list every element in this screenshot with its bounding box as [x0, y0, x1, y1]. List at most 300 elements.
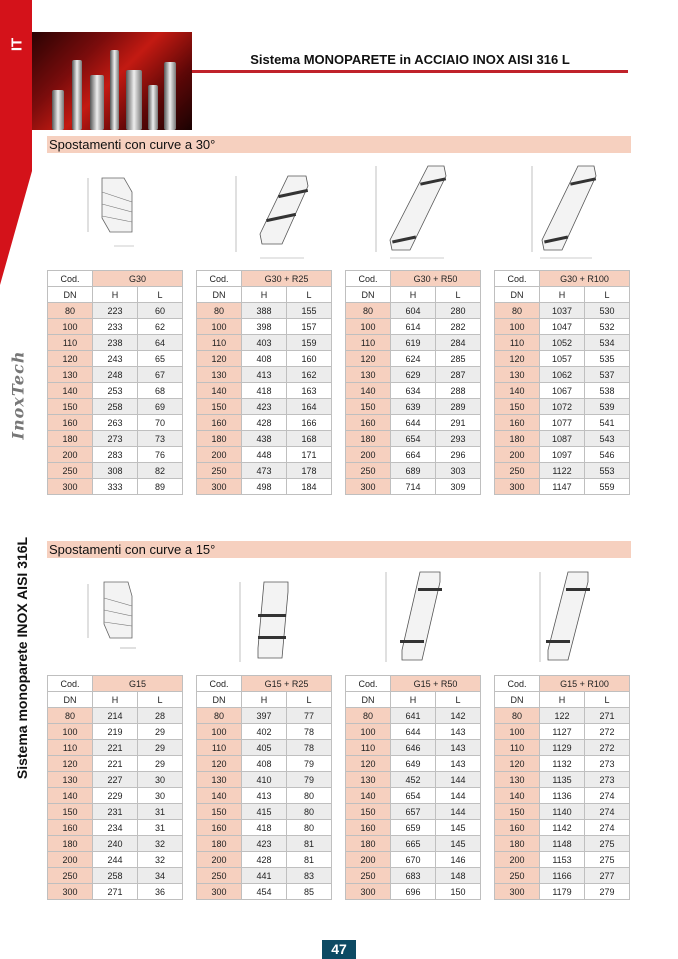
l-cell: 157: [287, 319, 332, 335]
dn-cell: 160: [197, 820, 242, 836]
table-row: [495, 431, 630, 447]
h-cell: 1037: [540, 303, 585, 319]
column-header: DN: [346, 287, 391, 303]
table-row: [495, 820, 630, 836]
dn-cell: 130: [495, 367, 540, 383]
l-cell: 164: [287, 399, 332, 415]
h-cell: 689: [391, 463, 436, 479]
h-cell: 273: [93, 431, 138, 447]
l-cell: 68: [138, 383, 183, 399]
dn-cell: 160: [197, 415, 242, 431]
table-row: [346, 804, 481, 820]
h-cell: 221: [93, 740, 138, 756]
l-cell: 309: [436, 479, 481, 495]
h-cell: 670: [391, 852, 436, 868]
dn-cell: 200: [346, 852, 391, 868]
dn-cell: 150: [48, 399, 93, 415]
table-header-row: [197, 271, 332, 287]
code-label: Cod.: [495, 676, 540, 692]
table-header-row: [48, 271, 183, 287]
table-header-row: [197, 676, 332, 692]
column-header-row: [48, 287, 183, 303]
section-title-30: Spostamenti con curve a 30°: [47, 136, 631, 153]
dn-cell: 300: [495, 479, 540, 495]
dn-cell: 110: [495, 740, 540, 756]
l-cell: 144: [436, 772, 481, 788]
h-cell: 402: [242, 724, 287, 740]
l-cell: 89: [138, 479, 183, 495]
h-cell: 1052: [540, 335, 585, 351]
h-cell: 415: [242, 804, 287, 820]
dn-cell: 80: [346, 303, 391, 319]
h-cell: 1067: [540, 383, 585, 399]
dn-cell: 110: [48, 740, 93, 756]
group-code: G30 + R25: [242, 271, 332, 287]
table-row: [346, 852, 481, 868]
h-cell: 258: [93, 399, 138, 415]
dn-cell: 80: [48, 708, 93, 724]
h-cell: 240: [93, 836, 138, 852]
h-cell: 1097: [540, 447, 585, 463]
h-cell: 428: [242, 852, 287, 868]
header-rule: [192, 70, 628, 73]
l-cell: 69: [138, 399, 183, 415]
l-cell: 155: [287, 303, 332, 319]
l-cell: 67: [138, 367, 183, 383]
l-cell: 280: [436, 303, 481, 319]
l-cell: 272: [585, 724, 630, 740]
dn-cell: 150: [346, 804, 391, 820]
dn-cell: 140: [495, 788, 540, 804]
l-cell: 77: [287, 708, 332, 724]
dn-cell: 300: [495, 884, 540, 900]
page-title: Sistema MONOPARETE in ACCIAIO INOX AISI 316 L: [250, 52, 570, 67]
l-cell: 275: [585, 852, 630, 868]
h-cell: 413: [242, 367, 287, 383]
table-row: [346, 772, 481, 788]
table-row: [197, 852, 332, 868]
group-code: G30 + R50: [391, 271, 481, 287]
l-cell: 64: [138, 335, 183, 351]
l-cell: 81: [287, 852, 332, 868]
diagram-g30-r25: [232, 172, 312, 262]
dimension-table: [47, 270, 183, 495]
h-cell: 641: [391, 708, 436, 724]
dn-cell: 120: [197, 756, 242, 772]
table-row: [197, 463, 332, 479]
table-header-row: [495, 676, 630, 692]
l-cell: 291: [436, 415, 481, 431]
table-row: [197, 399, 332, 415]
dn-cell: 250: [197, 463, 242, 479]
dn-cell: 120: [495, 351, 540, 367]
l-cell: 145: [436, 836, 481, 852]
dn-cell: 250: [48, 868, 93, 884]
h-cell: 1057: [540, 351, 585, 367]
table-row: [197, 740, 332, 756]
l-cell: 76: [138, 447, 183, 463]
l-cell: 145: [436, 820, 481, 836]
dn-cell: 160: [48, 820, 93, 836]
h-cell: 454: [242, 884, 287, 900]
table-row: [197, 708, 332, 724]
table-row: [197, 479, 332, 495]
l-cell: 538: [585, 383, 630, 399]
dn-cell: 250: [495, 868, 540, 884]
l-cell: 65: [138, 351, 183, 367]
l-cell: 171: [287, 447, 332, 463]
table-row: [48, 415, 183, 431]
dn-cell: 80: [197, 708, 242, 724]
table-row: [495, 383, 630, 399]
column-header: H: [391, 287, 436, 303]
dn-cell: 180: [48, 836, 93, 852]
l-cell: 274: [585, 788, 630, 804]
l-cell: 274: [585, 804, 630, 820]
h-cell: 1135: [540, 772, 585, 788]
table-row: [48, 788, 183, 804]
l-cell: 535: [585, 351, 630, 367]
dn-cell: 150: [48, 804, 93, 820]
l-cell: 279: [585, 884, 630, 900]
table-row: [346, 415, 481, 431]
group-code: G30: [93, 271, 183, 287]
dn-cell: 180: [346, 836, 391, 852]
table-row: [48, 463, 183, 479]
table-row: [197, 447, 332, 463]
dimension-table: [345, 675, 481, 900]
l-cell: 79: [287, 756, 332, 772]
table-row: [197, 868, 332, 884]
table-row: [495, 447, 630, 463]
table-row: [197, 724, 332, 740]
table-row: [197, 756, 332, 772]
h-cell: 271: [93, 884, 138, 900]
l-cell: 85: [287, 884, 332, 900]
h-cell: 408: [242, 756, 287, 772]
h-cell: 1132: [540, 756, 585, 772]
h-cell: 423: [242, 836, 287, 852]
table-row: [495, 399, 630, 415]
h-cell: 388: [242, 303, 287, 319]
dn-cell: 130: [48, 772, 93, 788]
table-row: [48, 303, 183, 319]
l-cell: 143: [436, 724, 481, 740]
diagram-g15: [84, 578, 154, 658]
h-cell: 398: [242, 319, 287, 335]
table-row: [495, 756, 630, 772]
l-cell: 530: [585, 303, 630, 319]
table-row: [48, 319, 183, 335]
table-row: [197, 788, 332, 804]
group-code: G15: [93, 676, 183, 692]
dn-cell: 180: [197, 836, 242, 852]
column-header-row: [495, 287, 630, 303]
h-cell: 639: [391, 399, 436, 415]
column-header: L: [585, 287, 630, 303]
h-cell: 221: [93, 756, 138, 772]
l-cell: 82: [138, 463, 183, 479]
table-row: [495, 335, 630, 351]
dn-cell: 200: [495, 447, 540, 463]
table-row: [346, 836, 481, 852]
l-cell: 178: [287, 463, 332, 479]
l-cell: 537: [585, 367, 630, 383]
language-code: IT: [8, 37, 26, 52]
h-cell: 441: [242, 868, 287, 884]
dn-cell: 100: [197, 319, 242, 335]
h-cell: 243: [93, 351, 138, 367]
h-cell: 1148: [540, 836, 585, 852]
table-row: [197, 820, 332, 836]
l-cell: 163: [287, 383, 332, 399]
table-row: [346, 319, 481, 335]
diagram-g15-r25: [236, 578, 306, 668]
column-header: H: [540, 692, 585, 708]
h-cell: 227: [93, 772, 138, 788]
l-cell: 559: [585, 479, 630, 495]
table-row: [346, 788, 481, 804]
column-header: L: [436, 692, 481, 708]
l-cell: 30: [138, 788, 183, 804]
dn-cell: 120: [48, 351, 93, 367]
table-row: [48, 431, 183, 447]
table-row: [48, 772, 183, 788]
table-row: [495, 303, 630, 319]
l-cell: 159: [287, 335, 332, 351]
h-cell: 1136: [540, 788, 585, 804]
dn-cell: 140: [495, 383, 540, 399]
l-cell: 62: [138, 319, 183, 335]
dn-cell: 130: [48, 367, 93, 383]
table-row: [48, 335, 183, 351]
dn-cell: 120: [197, 351, 242, 367]
dn-cell: 80: [197, 303, 242, 319]
h-cell: 428: [242, 415, 287, 431]
l-cell: 184: [287, 479, 332, 495]
l-cell: 78: [287, 740, 332, 756]
l-cell: 60: [138, 303, 183, 319]
l-cell: 79: [287, 772, 332, 788]
group-code: G15 + R100: [540, 676, 630, 692]
section-title-15: Spostamenti con curve a 15°: [47, 541, 631, 558]
table-header-row: [495, 271, 630, 287]
column-header: DN: [346, 692, 391, 708]
h-cell: 1153: [540, 852, 585, 868]
group-code: G15 + R25: [242, 676, 332, 692]
dn-cell: 180: [197, 431, 242, 447]
l-cell: 274: [585, 820, 630, 836]
l-cell: 543: [585, 431, 630, 447]
dn-cell: 100: [48, 319, 93, 335]
table-row: [197, 383, 332, 399]
table-row: [495, 772, 630, 788]
l-cell: 31: [138, 820, 183, 836]
column-header: DN: [48, 692, 93, 708]
l-cell: 303: [436, 463, 481, 479]
l-cell: 36: [138, 884, 183, 900]
h-cell: 423: [242, 399, 287, 415]
l-cell: 166: [287, 415, 332, 431]
table-row: [495, 852, 630, 868]
h-cell: 644: [391, 415, 436, 431]
table-row: [197, 804, 332, 820]
dn-cell: 100: [346, 319, 391, 335]
h-cell: 1166: [540, 868, 585, 884]
l-cell: 143: [436, 740, 481, 756]
h-cell: 229: [93, 788, 138, 804]
l-cell: 32: [138, 852, 183, 868]
table-row: [48, 367, 183, 383]
diagram-g15-r100: [528, 568, 598, 668]
h-cell: 714: [391, 479, 436, 495]
column-header: L: [585, 692, 630, 708]
code-label: Cod.: [48, 676, 93, 692]
group-code: G30 + R100: [540, 271, 630, 287]
table-row: [346, 367, 481, 383]
dn-cell: 140: [197, 383, 242, 399]
h-cell: 1147: [540, 479, 585, 495]
table-row: [346, 447, 481, 463]
h-cell: 413: [242, 788, 287, 804]
table-row: [495, 463, 630, 479]
h-cell: 263: [93, 415, 138, 431]
dn-cell: 250: [48, 463, 93, 479]
l-cell: 144: [436, 788, 481, 804]
dn-cell: 180: [495, 836, 540, 852]
dn-cell: 300: [48, 884, 93, 900]
l-cell: 532: [585, 319, 630, 335]
table-row: [495, 724, 630, 740]
h-cell: 644: [391, 724, 436, 740]
table-row: [495, 804, 630, 820]
l-cell: 534: [585, 335, 630, 351]
l-cell: 160: [287, 351, 332, 367]
dn-cell: 110: [197, 335, 242, 351]
dn-cell: 300: [346, 884, 391, 900]
dn-cell: 120: [48, 756, 93, 772]
h-cell: 248: [93, 367, 138, 383]
table-row: [495, 415, 630, 431]
dn-cell: 100: [48, 724, 93, 740]
table-row: [197, 319, 332, 335]
column-header-row: [48, 692, 183, 708]
table-row: [48, 852, 183, 868]
dn-cell: 140: [48, 788, 93, 804]
l-cell: 142: [436, 708, 481, 724]
code-label: Cod.: [495, 271, 540, 287]
h-cell: 308: [93, 463, 138, 479]
h-cell: 646: [391, 740, 436, 756]
dn-cell: 300: [197, 479, 242, 495]
h-cell: 405: [242, 740, 287, 756]
table-row: [495, 740, 630, 756]
l-cell: 144: [436, 804, 481, 820]
dn-cell: 100: [346, 724, 391, 740]
h-cell: 1127: [540, 724, 585, 740]
h-cell: 448: [242, 447, 287, 463]
dn-cell: 200: [495, 852, 540, 868]
table-row: [495, 836, 630, 852]
column-header: DN: [197, 287, 242, 303]
column-header: DN: [48, 287, 93, 303]
l-cell: 541: [585, 415, 630, 431]
dn-cell: 110: [346, 740, 391, 756]
column-header: H: [93, 287, 138, 303]
dn-cell: 200: [197, 852, 242, 868]
table-row: [48, 447, 183, 463]
table-row: [495, 708, 630, 724]
h-cell: 231: [93, 804, 138, 820]
dn-cell: 100: [495, 724, 540, 740]
diagram-g15-r50: [382, 568, 452, 668]
l-cell: 546: [585, 447, 630, 463]
column-header: H: [242, 692, 287, 708]
table-row: [495, 479, 630, 495]
column-header: H: [242, 287, 287, 303]
h-cell: 223: [93, 303, 138, 319]
column-header: DN: [197, 692, 242, 708]
column-header: L: [138, 287, 183, 303]
h-cell: 233: [93, 319, 138, 335]
dn-cell: 300: [197, 884, 242, 900]
code-label: Cod.: [346, 271, 391, 287]
h-cell: 1122: [540, 463, 585, 479]
h-cell: 683: [391, 868, 436, 884]
table-row: [346, 303, 481, 319]
dn-cell: 80: [495, 303, 540, 319]
l-cell: 284: [436, 335, 481, 351]
l-cell: 273: [585, 772, 630, 788]
l-cell: 28: [138, 708, 183, 724]
dn-cell: 140: [346, 788, 391, 804]
table-row: [48, 836, 183, 852]
dn-cell: 200: [346, 447, 391, 463]
l-cell: 150: [436, 884, 481, 900]
l-cell: 73: [138, 431, 183, 447]
l-cell: 289: [436, 399, 481, 415]
side-title: Sistema monoparete INOX AISI 316L: [14, 536, 30, 780]
dn-cell: 300: [346, 479, 391, 495]
h-cell: 1087: [540, 431, 585, 447]
h-cell: 418: [242, 383, 287, 399]
table-row: [48, 756, 183, 772]
table-header-row: [48, 676, 183, 692]
dn-cell: 80: [48, 303, 93, 319]
column-header-row: [197, 692, 332, 708]
dn-cell: 150: [495, 399, 540, 415]
table-row: [346, 740, 481, 756]
l-cell: 148: [436, 868, 481, 884]
h-cell: 397: [242, 708, 287, 724]
h-cell: 1142: [540, 820, 585, 836]
table-row: [346, 351, 481, 367]
h-cell: 219: [93, 724, 138, 740]
dn-cell: 110: [48, 335, 93, 351]
diagram-g30: [84, 172, 154, 252]
h-cell: 665: [391, 836, 436, 852]
table-row: [495, 868, 630, 884]
table-row: [197, 367, 332, 383]
column-header: H: [540, 287, 585, 303]
l-cell: 31: [138, 804, 183, 820]
column-header: L: [436, 287, 481, 303]
table-row: [48, 724, 183, 740]
h-cell: 234: [93, 820, 138, 836]
h-cell: 122: [540, 708, 585, 724]
table-row: [495, 367, 630, 383]
h-cell: 238: [93, 335, 138, 351]
